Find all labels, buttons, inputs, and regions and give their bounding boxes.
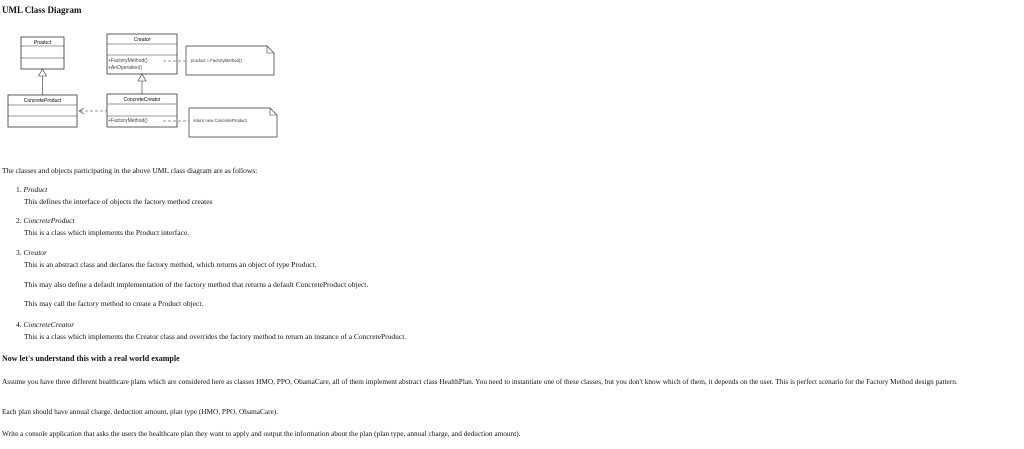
generalization-creator: [138, 74, 146, 94]
example-heading: Now let's understand this with a real world example: [2, 354, 180, 363]
participant-description: This may call the factory method to create a Product object.: [24, 299, 204, 308]
concrete-product-class: [8, 95, 77, 127]
dependency-arrow: [79, 108, 107, 114]
example-paragraph: Write a console application that asks the users the healthcare plan they want to apply and output the information about the plan (plan type, annual charge, and deduction amount).: [2, 429, 521, 438]
creator-class-name: Creator: [133, 37, 151, 43]
participant-concrete-product: [16, 216, 75, 225]
example-paragraph: Assume you have three different healthcare plans which are considered here as classes HMO, PPO, ObamaCare, all of them implement abstract class HealthPlan. You need to instantiate one of these classes, but you don't know which of them, it depends on the user. This is perfect scenario for the Factory Method design pattern.: [2, 377, 958, 386]
participant-concrete-creator: [16, 320, 74, 329]
uml-class-diagram: [0, 0, 290, 145]
concrete-product-class-name: ConcreteProduct: [23, 98, 62, 104]
page-title: UML Class Diagram: [2, 5, 82, 15]
concrete-creator-method-factory: +FactoryMethod(): [108, 118, 148, 124]
note-return-text: return new ConcreteProduct: [193, 118, 247, 123]
note-return: [189, 108, 277, 137]
concrete-creator-class: [107, 94, 177, 127]
participant-name: ConcreteProduct: [23, 216, 75, 225]
participant-name: Product: [23, 185, 48, 194]
creator-method-factory: +FactoryMethod(): [108, 58, 148, 64]
creator-method-anoperation: +AnOperation(): [108, 65, 143, 71]
product-class: [21, 37, 64, 69]
participant-number: 1.: [16, 185, 22, 194]
participant-description: This is an abstract class and declares the factory method, which returns an object of type Product.: [24, 260, 317, 269]
product-class-name: Product: [33, 40, 52, 46]
participant-product: [16, 185, 47, 194]
participant-description: This defines the interface of objects the factory method creates: [24, 197, 213, 206]
participant-number: 3.: [16, 248, 22, 257]
participant-description: This is a class which implements the Product interface.: [24, 228, 190, 237]
note-factory-text: product = FactoryMethod(): [191, 58, 242, 63]
participant-number: 2.: [16, 216, 22, 225]
concrete-creator-class-name: ConcreteCreator: [123, 97, 161, 103]
example-paragraph: Each plan should have annual charge, deduction amount, plan type (HMO, PPO, ObamaCare).: [2, 407, 279, 416]
participant-description: This is a class which implements the Creator class and overrides the factory method to return an instance of a ConcreteProduct.: [24, 332, 407, 341]
participant-description: This may also define a default implementation of the factory method that returns a default ConcreteProduct object.: [24, 280, 369, 289]
participants-intro: The classes and objects participating in the above UML class diagram are as follows:: [2, 166, 258, 175]
participant-name: Creator: [23, 248, 47, 257]
participant-name: ConcreteCreator: [23, 320, 75, 329]
creator-class: [107, 34, 177, 74]
note-factory: [186, 46, 274, 75]
participant-number: 4.: [16, 320, 22, 329]
participant-creator: [16, 248, 47, 257]
generalization-product: [39, 69, 47, 95]
